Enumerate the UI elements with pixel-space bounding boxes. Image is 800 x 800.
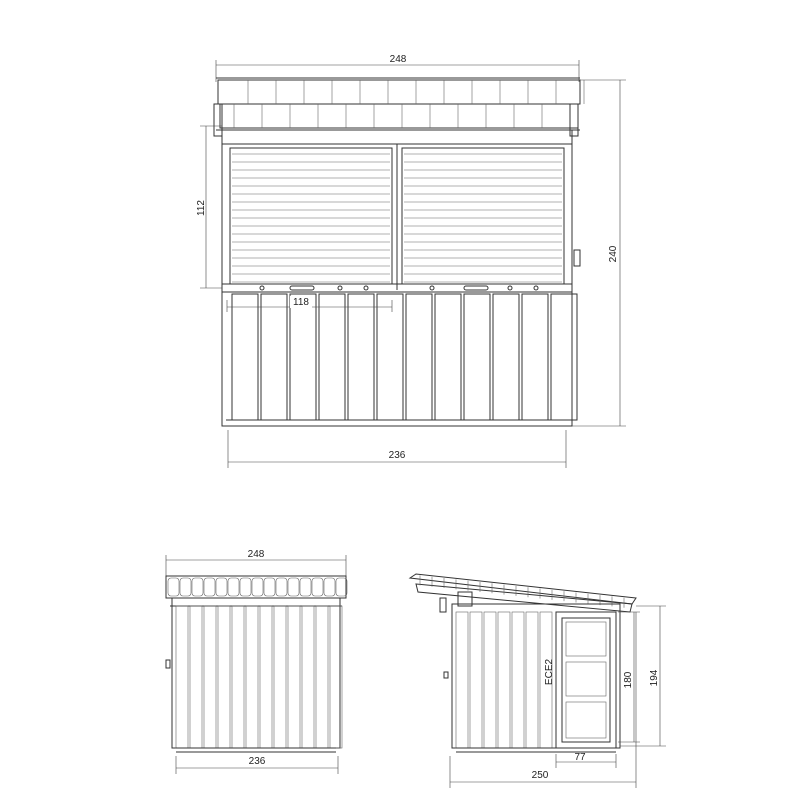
roof-shingles	[168, 578, 347, 596]
board	[464, 294, 490, 420]
board	[290, 294, 316, 420]
board	[551, 294, 577, 420]
board	[377, 294, 403, 420]
board	[522, 294, 548, 420]
shingle	[252, 578, 263, 596]
front-width-top-label: 248	[389, 54, 407, 65]
shingle	[312, 578, 323, 596]
board	[484, 612, 496, 748]
shingle	[300, 578, 311, 596]
board	[261, 294, 287, 420]
front-width-bottom-label: 236	[388, 450, 406, 461]
side-view	[166, 549, 347, 774]
shingle	[240, 578, 251, 596]
board	[512, 612, 524, 748]
board	[302, 606, 314, 748]
lean-door	[544, 612, 616, 748]
front-view	[196, 54, 626, 468]
lean-height-total-label: 194	[649, 669, 660, 687]
board	[348, 294, 374, 420]
side-width-bottom-dimension	[176, 756, 338, 774]
board	[498, 612, 510, 748]
front-upper-panels	[230, 144, 564, 290]
shingle	[204, 578, 215, 596]
shingle	[228, 578, 239, 596]
front-width-bottom-dimension	[228, 430, 566, 468]
front-window-height-label: 112	[196, 200, 207, 216]
side-width-top-label: 248	[247, 549, 265, 560]
board	[493, 294, 519, 420]
lean-height-door-dimension	[618, 612, 640, 742]
front-door-width-dimension	[227, 296, 392, 312]
front-lower-boards	[226, 294, 577, 426]
side-width-bottom-label: 236	[248, 756, 266, 767]
board	[406, 294, 432, 420]
side-width-top-dimension	[166, 549, 346, 576]
side-roof	[166, 576, 347, 606]
board	[218, 606, 230, 748]
front-middle-rail	[222, 250, 580, 292]
board	[260, 606, 272, 748]
board	[316, 606, 328, 748]
front-roof	[214, 78, 584, 136]
door-label: ECE2	[544, 658, 555, 686]
lean-roof	[410, 574, 636, 612]
lean-height-door-label: 180	[623, 671, 634, 689]
board	[456, 612, 468, 748]
board	[232, 294, 258, 420]
board	[176, 606, 188, 748]
lean-wall-outline	[452, 604, 620, 748]
board	[246, 606, 258, 748]
lean-view	[410, 574, 666, 788]
shingle	[192, 578, 203, 596]
shingle	[168, 578, 179, 596]
front-height-total-label: 240	[608, 245, 619, 263]
shingle	[288, 578, 299, 596]
front-door-width-label: 118	[293, 297, 309, 308]
shingle	[336, 578, 347, 596]
shingle	[264, 578, 275, 596]
board	[190, 606, 202, 748]
board	[319, 294, 345, 420]
lean-door-width-dimension	[556, 752, 616, 768]
board	[526, 612, 538, 748]
board	[274, 606, 286, 748]
vertical-boards	[456, 612, 552, 748]
side-wall-outline	[172, 598, 340, 748]
shingle	[180, 578, 191, 596]
vertical-boards	[232, 294, 577, 420]
board	[232, 606, 244, 748]
board	[204, 606, 216, 748]
lean-depth-label: 250	[531, 770, 549, 781]
lean-depth-dimension	[450, 612, 636, 788]
shingle	[216, 578, 227, 596]
front-window-height-dimension	[196, 126, 222, 288]
vertical-boards	[176, 606, 342, 748]
board	[435, 294, 461, 420]
shingle	[324, 578, 335, 596]
board	[288, 606, 300, 748]
board	[470, 612, 482, 748]
shingle	[276, 578, 287, 596]
lean-door-width-label: 77	[574, 752, 586, 763]
